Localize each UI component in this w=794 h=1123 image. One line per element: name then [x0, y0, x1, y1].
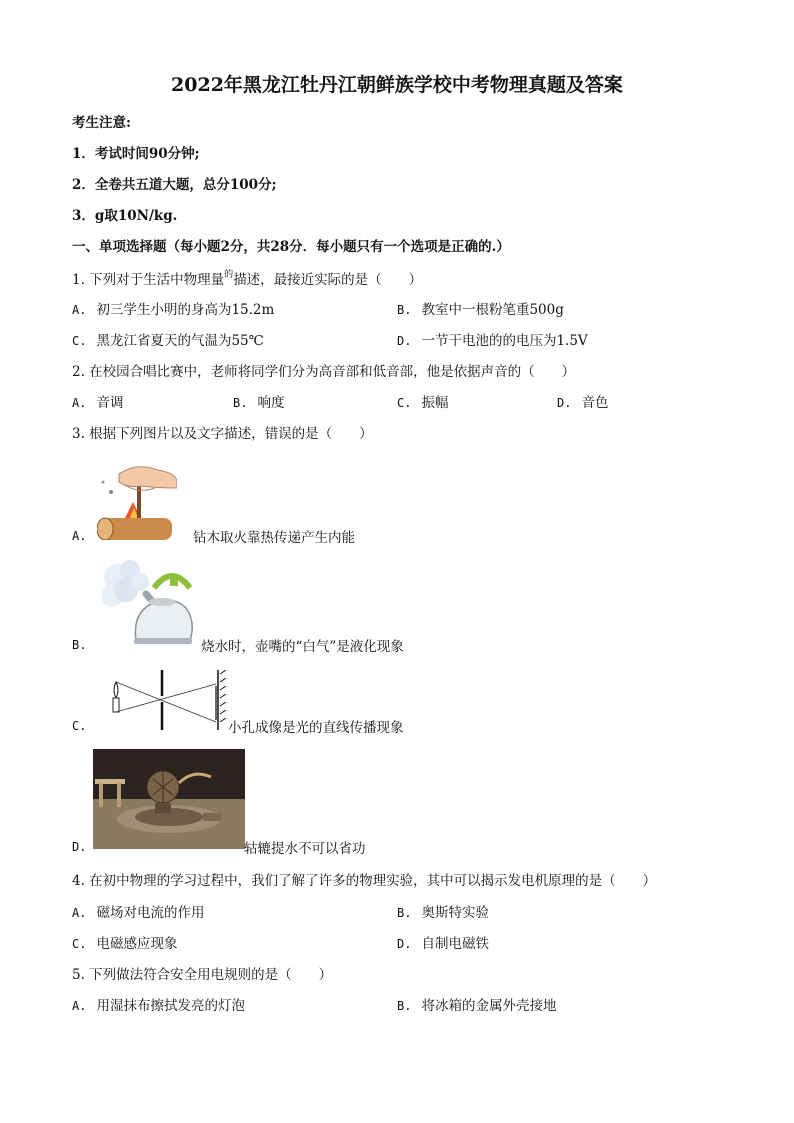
question-5-stem: 5. 下列做法符合安全用电规则的是（ ） — [72, 967, 333, 983]
q3-option-b: B. — [72, 638, 87, 652]
q5-option-b: B. 将冰箱的金属外壳接地 — [397, 998, 557, 1014]
question-1-stem: 1. 下列对于生活中物理量$^的$描述，最接近实际的是（ ） — [72, 270, 423, 288]
q3-option-d: D. — [72, 840, 87, 854]
question-4-stem: 4. 在初中物理的学习过程中，我们了解了许多的物理实验，其中可以揭示发电机原理的是（ ） — [72, 873, 657, 889]
q1-option-a: A. 初三学生小明的身高为15.2m — [72, 302, 275, 318]
q4-option-b: B. 奥斯特实验 — [397, 905, 489, 921]
page-title: 2022年黑龙江牡丹江朝鲜族学校中考物理真题及答案 — [171, 74, 623, 96]
q5-option-a: A. 用湿抹布擦拭发亮的灯泡 — [72, 998, 245, 1014]
kettle-steam-image — [100, 560, 200, 650]
notice-item: 2．全卷共五道大题，总分100分; — [72, 177, 277, 193]
q2-option-d: D. 音色 — [557, 395, 609, 411]
notice-item: 3．g取10N/kg. — [72, 208, 178, 224]
section-heading: 一、单项选择题（每小题2分，共28分．每小题只有一个选项是正确的.） — [72, 239, 510, 255]
q3-option-d-text: 轱辘提水不可以省功 — [244, 841, 366, 857]
q2-option-b: B. 响度 — [233, 395, 285, 411]
notice-heading: 考生注意: — [72, 115, 131, 131]
q1-option-d: D. 一节干电池的的电压为1.5V — [397, 333, 588, 349]
q3-option-a-text: 钻木取火靠热传递产生内能 — [193, 530, 355, 546]
q1-option-b: B. 教室中一根粉笔重500g — [397, 302, 564, 318]
question-3-stem: 3. 根据下列图片以及文字描述，错误的是（ ） — [72, 426, 373, 442]
q3-option-c-text: 小孔成像是光的直线传播现象 — [228, 720, 404, 736]
q3-option-b-text: 烧水时，壶嘴的“白气”是液化现象 — [201, 639, 404, 655]
pinhole-diagram-image — [108, 670, 230, 730]
drill-wood-image — [97, 458, 177, 540]
q2-option-a: A. 音调 — [72, 395, 124, 411]
q3-option-c: C. — [72, 719, 87, 733]
well-windlass-photo — [93, 749, 245, 849]
question-2-stem: 2. 在校园合唱比赛中，老师将同学们分为高音部和低音部，他是依据声音的（ ） — [72, 364, 576, 380]
q2-option-c: C. 振幅 — [397, 395, 449, 411]
q3-option-a: A. — [72, 529, 87, 543]
q4-option-a: A. 磁场对电流的作用 — [72, 905, 205, 921]
q4-option-d: D. 自制电磁铁 — [397, 936, 489, 952]
q4-option-c: C. 电磁感应现象 — [72, 936, 178, 952]
q1-option-c: C. 黑龙江省夏天的气温为55℃ — [72, 333, 264, 349]
notice-item: 1．考试时间90分钟; — [72, 146, 200, 162]
